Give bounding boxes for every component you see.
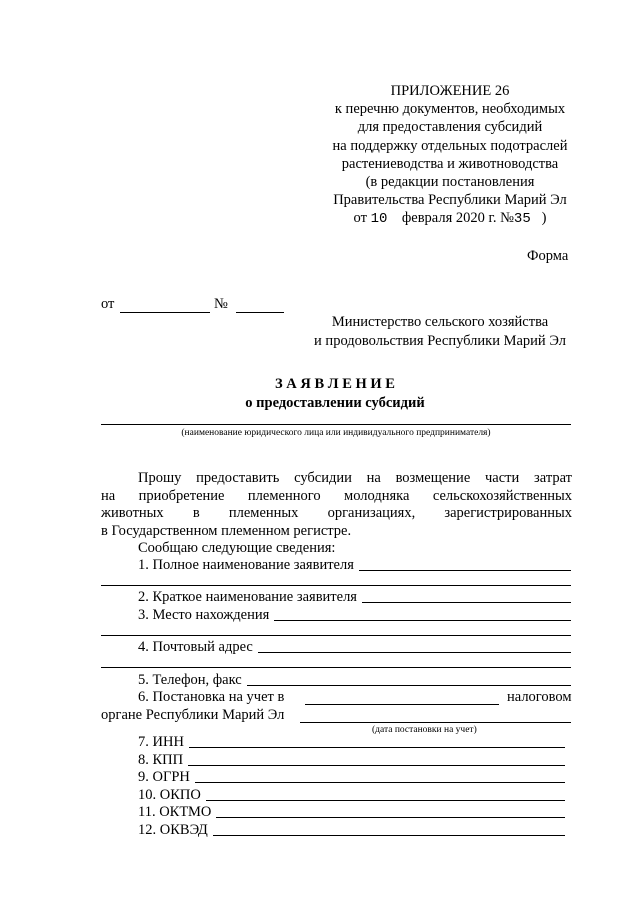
request-word: субсидии	[294, 470, 352, 486]
request-paragraph	[101, 470, 572, 558]
request-word: на	[101, 487, 116, 504]
request-word: Прошу	[138, 470, 182, 486]
field-full-name-input[interactable]	[359, 570, 571, 571]
field-inn	[138, 733, 565, 751]
field-postal-address-line2[interactable]	[101, 667, 571, 668]
field-okved-input[interactable]	[213, 835, 565, 836]
appendix-date-number: 35	[513, 211, 531, 228]
field-short-name-input[interactable]	[362, 602, 571, 603]
field-phone-fax	[138, 671, 571, 689]
appendix-line: для предоставления субсидий	[357, 119, 543, 136]
field-inn-input[interactable]	[189, 747, 565, 748]
request-word: затрат	[534, 470, 572, 486]
appendix-line: Правительства Республики Марий Эл	[333, 192, 567, 209]
field-okved-label: 12. ОКВЭД	[138, 822, 208, 838]
field-kpp-label: 8. КПП	[138, 752, 184, 768]
field-location-label: 3. Место нахождения	[138, 607, 270, 623]
appendix-line: ПРИЛОЖЕНИЕ 26	[390, 83, 510, 99]
document-subtitle: о предоставлении субсидий	[245, 395, 425, 411]
field-postal-address-input[interactable]	[258, 652, 571, 653]
request-line	[101, 488, 572, 506]
request-word: части	[485, 470, 520, 486]
ministry-addressee	[290, 313, 590, 350]
field-ogrn-label: 9. ОГРН	[138, 769, 190, 785]
request-word: на	[366, 470, 381, 486]
request-word: организациях,	[327, 505, 416, 521]
field-tax-registration-caption: (дата постановки на учет)	[372, 725, 477, 735]
field-phone-fax-label: 5. Телефон, факс	[138, 672, 242, 688]
document-title: З А Я В Л Е Н И Е	[275, 376, 395, 392]
appendix-date-day: 10	[370, 211, 388, 228]
field-okved	[138, 821, 565, 839]
field-full-name-line2[interactable]	[101, 585, 571, 586]
field-full-name	[138, 556, 571, 574]
field-full-name-label: 1. Полное наименование заявителя	[138, 557, 354, 573]
request-word: молодняка	[344, 487, 410, 504]
ministry-line1: Министерство сельского хозяйства	[331, 314, 549, 330]
field-ogrn-input[interactable]	[195, 782, 565, 783]
field-okpo-label: 10. ОКПО	[138, 787, 201, 803]
request-word: племенного	[247, 487, 321, 504]
request-word: приобретение	[138, 487, 225, 504]
request-word: предоставить	[196, 470, 280, 486]
info-intro: Сообщаю следующие сведения:	[138, 540, 336, 556]
field-location-input[interactable]	[274, 620, 571, 621]
appendix-line: на поддержку отдельных подотраслей	[332, 137, 568, 154]
outgoing-from-label: от	[101, 296, 115, 312]
request-line	[101, 470, 572, 488]
appendix-line: к перечню документов, необходимых	[334, 101, 566, 118]
field-location	[138, 606, 571, 624]
field-tax-registration-date-input[interactable]	[300, 722, 571, 723]
field-short-name-label: 2. Краткое наименование заявителя	[138, 589, 357, 605]
appendix-date-suffix: )	[541, 210, 547, 227]
request-word: возмещение	[395, 470, 471, 486]
field-location-line2[interactable]	[101, 635, 571, 636]
appendix-line: растениеводства и животноводства	[341, 155, 559, 172]
request-word: сельскохозяйственных	[432, 487, 572, 504]
ministry-line2: и продовольствия Республики Марий Эл	[314, 332, 566, 349]
appendix-header	[300, 82, 600, 229]
request-word: животных	[101, 505, 164, 521]
request-line	[101, 505, 572, 523]
field-oktmo-label: 11. ОКТМО	[138, 804, 212, 820]
field-ogrn	[138, 768, 565, 786]
field-oktmo-input[interactable]	[216, 817, 565, 818]
field-tax-registration-label2: налоговом	[507, 689, 572, 705]
applicant-name-line[interactable]	[101, 424, 571, 425]
request-line: в Государственном племенном регистре.	[101, 522, 352, 539]
field-inn-label: 7. ИНН	[138, 734, 184, 750]
request-word: племенных	[228, 505, 299, 521]
field-tax-registration-input[interactable]	[305, 704, 499, 705]
field-kpp	[138, 751, 565, 769]
field-okpo-input[interactable]	[206, 800, 565, 801]
field-tax-registration-label3: органе Республики Марий Эл	[101, 707, 285, 723]
field-oktmo	[138, 803, 565, 821]
applicant-caption: (наименование юридического лица или индивидуального предпринимателя)	[181, 428, 491, 438]
appendix-date-prefix: от	[353, 210, 367, 227]
appendix-date-line	[300, 209, 600, 228]
field-short-name	[138, 588, 571, 606]
outgoing-number-line[interactable]	[236, 312, 284, 313]
field-phone-fax-input[interactable]	[247, 685, 571, 686]
field-tax-registration-label: 6. Постановка на учет в	[138, 689, 285, 705]
request-word: зарегистрированных	[444, 505, 572, 521]
field-postal-address	[138, 638, 571, 656]
form-label: Форма	[527, 248, 569, 264]
outgoing-date-line[interactable]	[120, 312, 210, 313]
appendix-line: (в редакции постановления	[365, 174, 535, 191]
field-postal-address-label: 4. Почтовый адрес	[138, 639, 253, 655]
appendix-date-month-year: февраля 2020 г. №	[401, 210, 514, 227]
request-word: в	[192, 505, 200, 521]
field-okpo	[138, 786, 565, 804]
outgoing-number-label: №	[214, 296, 228, 312]
field-kpp-input[interactable]	[188, 765, 565, 766]
